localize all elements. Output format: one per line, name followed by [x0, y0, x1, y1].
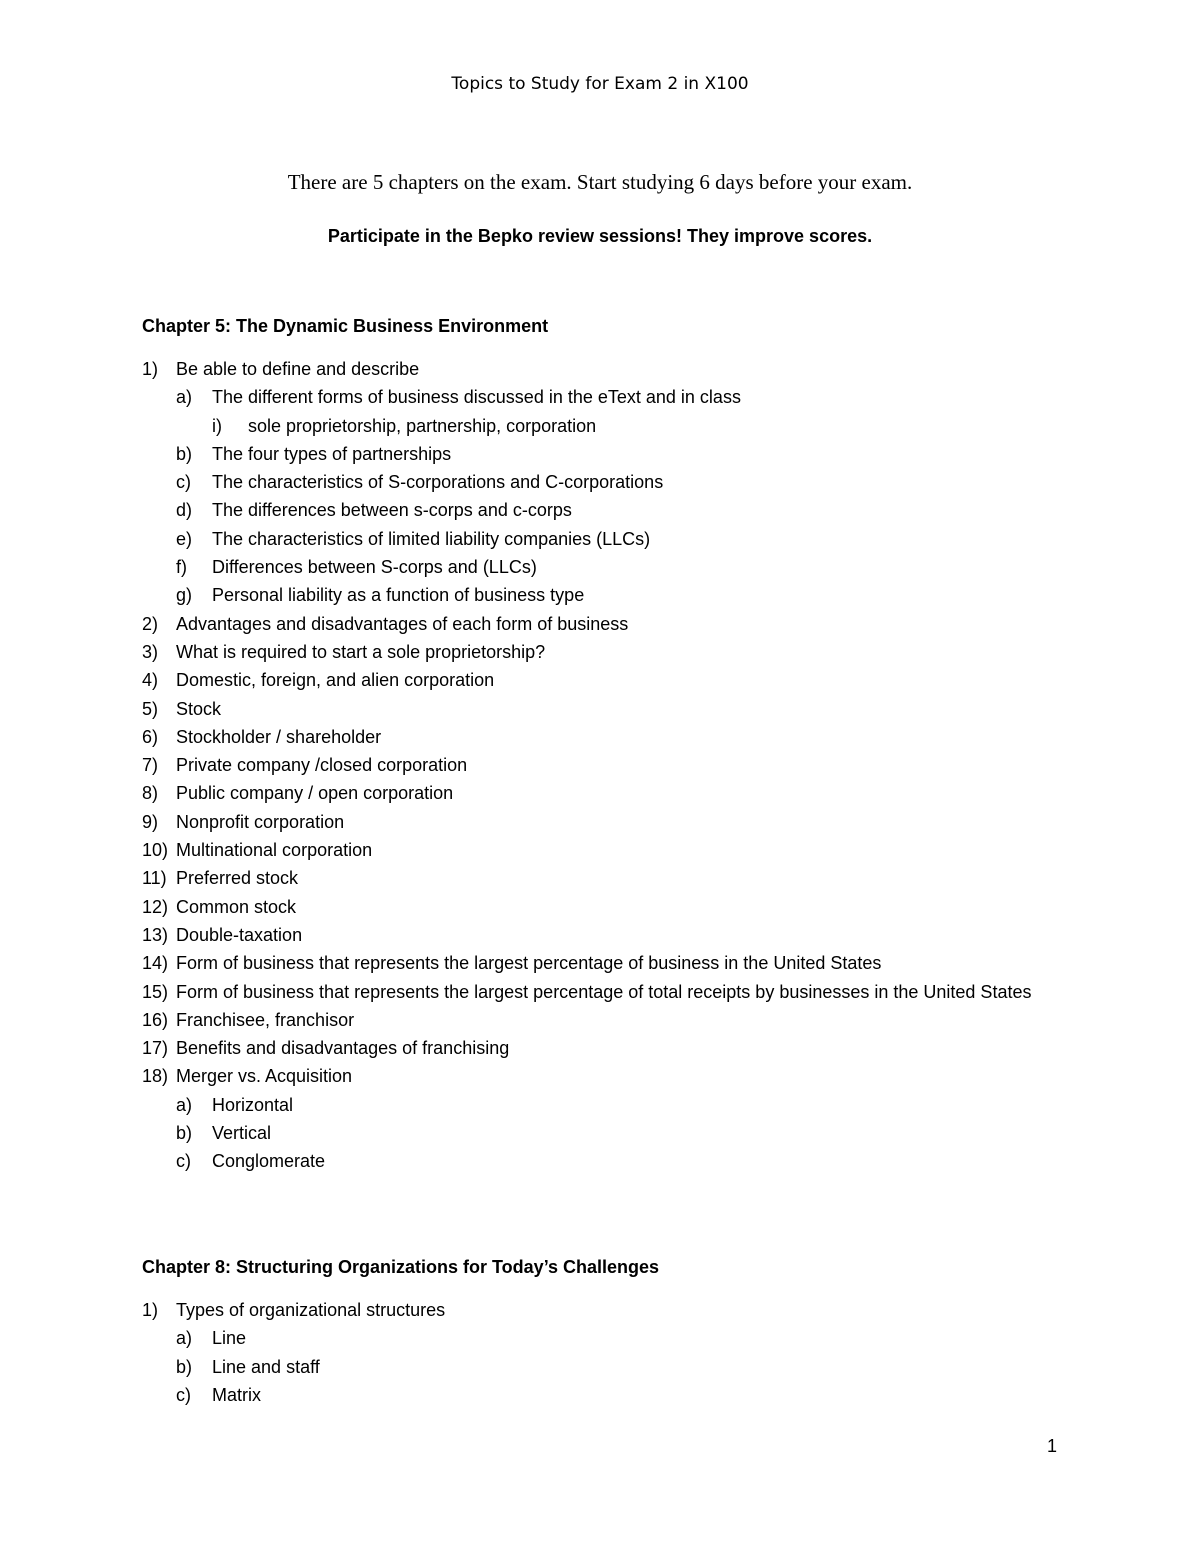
- list-item: [142, 1091, 1062, 1119]
- list-item-text: The characteristics of limited liability companies (LLCs): [212, 528, 651, 549]
- list-item-text: Personal liability as a function of business type: [212, 585, 585, 606]
- list-item: [142, 1296, 1062, 1324]
- list-marker: 18): [142, 1066, 169, 1087]
- list-marker: c): [176, 1151, 191, 1172]
- list-item-text: Merger vs. Acquisition: [176, 1066, 353, 1087]
- list-item-text: Double-taxation: [176, 924, 303, 945]
- list-item-text: Nonprofit corporation: [176, 811, 345, 832]
- list-marker: 6): [142, 726, 159, 747]
- list-marker: 12): [142, 896, 169, 917]
- list-item-text: Private company /closed corporation: [176, 755, 468, 776]
- page-header: Topics to Study for Exam 2 in X100: [451, 74, 749, 94]
- list-item: [142, 638, 1062, 666]
- list-item: [142, 723, 1062, 751]
- list-item: [142, 978, 1062, 1006]
- list-item: [142, 1381, 1062, 1409]
- list-marker: g): [176, 585, 193, 606]
- chapter-title: Chapter 8: Structuring Organizations for Today’s Challenges: [142, 1257, 660, 1277]
- page-number: 1: [1047, 1436, 1058, 1456]
- list-item-text: Advantages and disadvantages of each form of business: [176, 613, 629, 634]
- list-item: [142, 1147, 1062, 1175]
- list-item: [142, 893, 1062, 921]
- list-item-text: Be able to define and describe: [176, 359, 420, 379]
- list-item: [142, 553, 1062, 581]
- list-marker: 5): [142, 698, 159, 719]
- list-marker: a): [176, 1094, 193, 1115]
- list-marker: c): [176, 472, 191, 493]
- list-marker: b): [176, 1356, 193, 1377]
- list-item: [142, 468, 1062, 496]
- list-marker: 13): [142, 924, 169, 945]
- list-item-text: The four types of partnerships: [212, 443, 452, 464]
- list-item: [142, 808, 1062, 836]
- intro-text: There are 5 chapters on the exam. Start studying 6 days before your exam.: [287, 170, 913, 194]
- list-item-text: Public company / open corporation: [176, 783, 454, 804]
- list-item: [142, 412, 1062, 440]
- list-item-text: Differences between S-corps and (LLCs): [212, 557, 537, 578]
- list-item-text: Preferred stock: [176, 868, 299, 889]
- list-item-text: What is required to start a sole proprietorship?: [176, 641, 546, 662]
- list-item-text: Multinational corporation: [176, 840, 373, 861]
- list-marker: c): [176, 1384, 191, 1405]
- list-item-text: Stock: [176, 698, 222, 719]
- list-marker: f): [176, 557, 187, 578]
- list-item: [142, 949, 1062, 977]
- topic-list: [142, 1296, 1062, 1409]
- list-item: [142, 355, 1062, 383]
- list-marker: 10): [142, 840, 169, 861]
- list-item-text: Line and staff: [212, 1356, 320, 1377]
- chapter-8-section: [142, 1253, 1062, 1409]
- list-marker: 7): [142, 755, 159, 776]
- list-item-text: Line: [212, 1328, 247, 1349]
- list-item-text: Form of business that represents the largest percentage of total receipts by businesses in the United States: [176, 981, 1032, 1002]
- list-marker: b): [176, 1123, 193, 1144]
- list-item-text: Matrix: [212, 1384, 261, 1405]
- list-marker: 14): [142, 953, 169, 974]
- list-item: [142, 1062, 1062, 1090]
- list-item: [142, 496, 1062, 524]
- list-item-text: Stockholder / shareholder: [176, 726, 382, 747]
- list-marker: 1): [142, 359, 159, 379]
- list-marker: 8): [142, 783, 159, 804]
- list-item: [142, 581, 1062, 609]
- list-marker: a): [176, 387, 193, 408]
- list-item-text: The differences between s-corps and c-corps: [212, 500, 572, 521]
- list-item: [142, 610, 1062, 638]
- list-item: [142, 1034, 1062, 1062]
- list-item-text: sole proprietorship, partnership, corporation: [248, 415, 597, 436]
- list-item-text: Conglomerate: [212, 1151, 326, 1172]
- list-marker: 2): [142, 613, 159, 634]
- list-marker: a): [176, 1328, 193, 1349]
- list-item-text: Common stock: [176, 896, 297, 917]
- list-item: [142, 1353, 1062, 1381]
- list-item: [142, 666, 1062, 694]
- list-item-text: Domestic, foreign, and alien corporation: [176, 670, 495, 691]
- list-item-text: Vertical: [212, 1123, 272, 1144]
- list-marker: 17): [142, 1038, 169, 1059]
- list-item-text: Types of organizational structures: [176, 1300, 446, 1320]
- list-item-text: The different forms of business discussed in the eText and in class: [212, 387, 741, 408]
- list-item: [142, 1324, 1062, 1352]
- list-marker: 15): [142, 981, 169, 1002]
- list-item: [142, 836, 1062, 864]
- list-marker: 9): [142, 811, 159, 832]
- list-marker: 3): [142, 641, 159, 662]
- list-marker: i): [212, 415, 222, 436]
- list-item-text: Form of business that represents the largest percentage of business in the United States: [176, 953, 882, 974]
- topic-list: [142, 355, 1062, 1176]
- list-marker: 1): [142, 1300, 159, 1320]
- list-marker: e): [176, 528, 193, 549]
- review-notice: Participate in the Bepko review sessions! They improve scores.: [327, 226, 873, 246]
- list-item: [142, 921, 1062, 949]
- list-item-text: Horizontal: [212, 1094, 294, 1115]
- list-item-text: Benefits and disadvantages of franchising: [176, 1038, 510, 1059]
- list-item: [142, 779, 1062, 807]
- list-item: [142, 1119, 1062, 1147]
- list-item: [142, 695, 1062, 723]
- list-item: [142, 864, 1062, 892]
- list-marker: 11): [142, 868, 167, 889]
- list-item-text: Franchisee, franchisor: [176, 1009, 355, 1030]
- list-marker: d): [176, 500, 193, 521]
- list-item-text: The characteristics of S-corporations and C-corporations: [212, 472, 664, 493]
- list-item: [142, 440, 1062, 468]
- list-item: [142, 1006, 1062, 1034]
- list-marker: b): [176, 443, 193, 464]
- list-marker: 16): [142, 1009, 169, 1030]
- list-item: [142, 525, 1062, 553]
- list-marker: 4): [142, 670, 159, 691]
- list-item: [142, 383, 1062, 411]
- list-item: [142, 751, 1062, 779]
- chapter-title: Chapter 5: The Dynamic Business Environment: [142, 316, 549, 336]
- chapter-5-section: [142, 312, 1062, 1176]
